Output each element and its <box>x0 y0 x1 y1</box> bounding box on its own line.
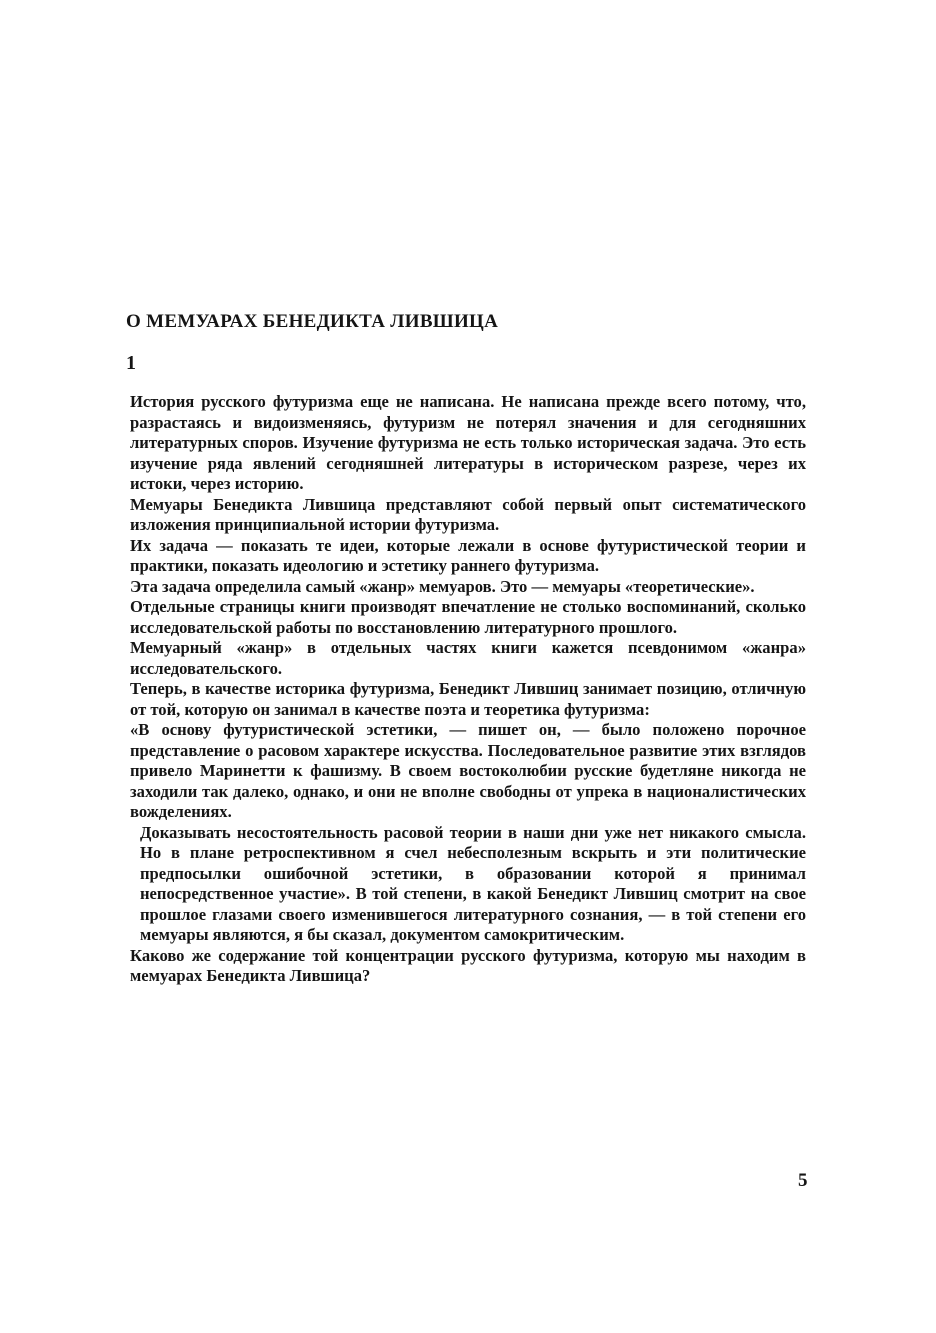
quote-paragraph: «В основу футуристической эстетики, — пишет он, — было положено порочное представление о расовом характере искусства. Последовательное развитие этих взглядов привело Маринетти к фашизму. В своем востоколюбии русские будетляне никогда не заходили так далеко, однако, и они не вполне свободны от упрека в националистических вожделениях. <box>130 720 806 821</box>
section-number: 1 <box>126 352 136 374</box>
paragraph: Их задача — показать те идеи, которые лежали в основе футуристической теории и практики, показать идеологию и эстетику раннего футуризма. <box>130 535 806 575</box>
paragraph: Теперь, в качестве историка футуризма, Бенедикт Лившиц занимает позицию, отличную от той, которую он занимал в качестве поэта и теоретика футуризма: <box>130 679 806 719</box>
paragraph: История русского футуризма еще не написана. Не написана прежде всего потому, что, разрастаясь и видоизменяясь, футуризм не потерял значения и для сегодняшних литературных споров. Изучение футуризма не есть только историческая задача. Это есть изучение ряда явлений сегодняшней литературы в историческом разрезе, через их истоки, через историю. <box>130 392 806 493</box>
quote-paragraph: Доказывать несостоятельность расовой теории в наши дни уже нет никакого смысла. Но в плане ретроспективном я счел небесполезным вскрыть и эти политические предпосылки ошибочной эстетики, в образовании которой я принимал непосредственное участие». В той степени, в какой Бенедикт Лившиц смотрит на свое прошлое глазами своего изменившегося литературного сознания, — в той степени его мемуары являются, я бы сказал, документом самокритическим. <box>140 822 806 944</box>
paragraph: Мемуарный «жанр» в отдельных частях книги кажется псевдонимом «жанра» исследовательского. <box>130 638 806 678</box>
paragraph: Каково же содержание той концентрации русского футуризма, которую мы находим в мемуарах Бенедикта Лившица? <box>130 945 806 985</box>
paragraph: Отдельные страницы книги производят впечатление не столько воспоминаний, сколько исследовательской работы по восстановлению литературного прошлого. <box>130 597 806 637</box>
body-text <box>130 392 806 987</box>
paragraph: Эта задача определила самый «жанр» мемуаров. Это — мемуары «теоретические». <box>130 576 755 596</box>
page-number: 5 <box>798 1170 808 1191</box>
paragraph: Мемуары Бенедикта Лившица представляют собой первый опыт систематического изложения принципиальной истории футуризма. <box>130 494 806 534</box>
page-title: О МЕМУАРАХ БЕНЕДИКТА ЛИВШИЦА <box>126 311 499 332</box>
